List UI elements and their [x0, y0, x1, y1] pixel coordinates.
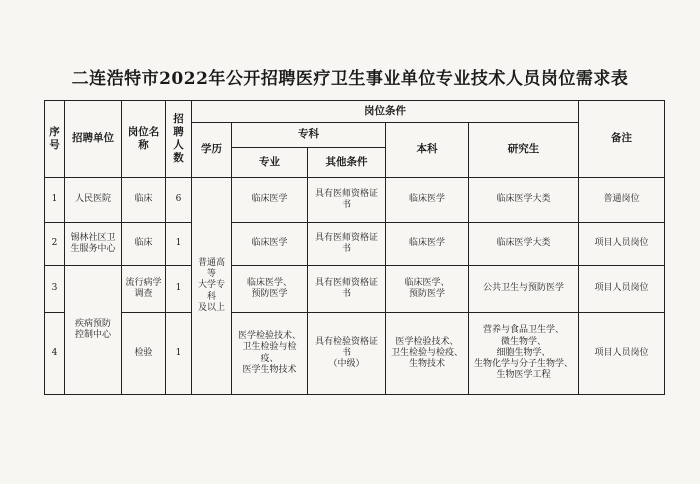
table-row [45, 223, 665, 266]
cell-count: 1 [166, 266, 192, 313]
cell-major: 医学检验技术、 卫生检验与检疫、 医学生物技术 [232, 313, 308, 395]
cell-bachelor: 临床医学、 预防医学 [386, 266, 469, 313]
cell-graduate: 公共卫生与预防医学 [469, 266, 579, 313]
cell-seq: 1 [45, 178, 65, 223]
cell-unit: 疾病预防 控制中心 [65, 266, 122, 395]
cell-other: 具有医师资格证书 [308, 223, 386, 266]
cell-education: 普通高等 大学专科 及以上 [192, 178, 232, 395]
table-row [45, 313, 665, 395]
cell-count: 6 [166, 178, 192, 223]
header-seq: 序号 [45, 101, 65, 178]
cell-other: 具有医师资格证书 [308, 178, 386, 223]
table-row [45, 266, 665, 313]
cell-major: 临床医学 [232, 178, 308, 223]
cell-unit: 人民医院 [65, 178, 122, 223]
cell-count: 1 [166, 313, 192, 395]
cell-remark: 项目人员岗位 [579, 266, 665, 313]
requirements-table [44, 100, 665, 395]
header-conditions: 岗位条件 [192, 101, 579, 123]
table-row [45, 178, 665, 223]
cell-bachelor: 临床医学 [386, 223, 469, 266]
cell-count: 1 [166, 223, 192, 266]
document-title: 二连浩特市2022年公开招聘医疗卫生事业单位专业技术人员岗位需求表 [71, 69, 629, 89]
header-position: 岗位名称 [122, 101, 166, 178]
cell-seq: 3 [45, 266, 65, 313]
cell-seq: 4 [45, 313, 65, 395]
header-major: 专业 [232, 148, 308, 178]
cell-graduate: 临床医学大类 [469, 223, 579, 266]
cell-remark: 项目人员岗位 [579, 313, 665, 395]
header-specialty: 专科 [232, 123, 386, 148]
cell-position: 流行病学 调查 [122, 266, 166, 313]
header-unit: 招聘单位 [65, 101, 122, 178]
cell-remark: 普通岗位 [579, 178, 665, 223]
cell-position: 检验 [122, 313, 166, 395]
cell-position: 临床 [122, 178, 166, 223]
cell-bachelor: 临床医学 [386, 178, 469, 223]
header-graduate: 研究生 [469, 123, 579, 178]
cell-unit: 锡林社区卫 生服务中心 [65, 223, 122, 266]
header-count: 招聘人数 [166, 101, 192, 178]
cell-graduate: 营养与食品卫生学、 微生物学、 细胞生物学、 生物化学与分子生物学、 生物医学工程 [469, 313, 579, 395]
cell-other: 具有医师资格证书 [308, 266, 386, 313]
cell-major: 临床医学、 预防医学 [232, 266, 308, 313]
header-bachelor: 本科 [386, 123, 469, 178]
header-remarks: 备注 [579, 101, 665, 178]
cell-position: 临床 [122, 223, 166, 266]
cell-bachelor: 医学检验技术、 卫生检验与检疫、 生物技术 [386, 313, 469, 395]
cell-graduate: 临床医学大类 [469, 178, 579, 223]
cell-remark: 项目人员岗位 [579, 223, 665, 266]
header-other-conditions: 其他条件 [308, 148, 386, 178]
cell-other: 具有检验资格证书 （中级） [308, 313, 386, 395]
header-education: 学历 [192, 123, 232, 178]
cell-major: 临床医学 [232, 223, 308, 266]
cell-seq: 2 [45, 223, 65, 266]
